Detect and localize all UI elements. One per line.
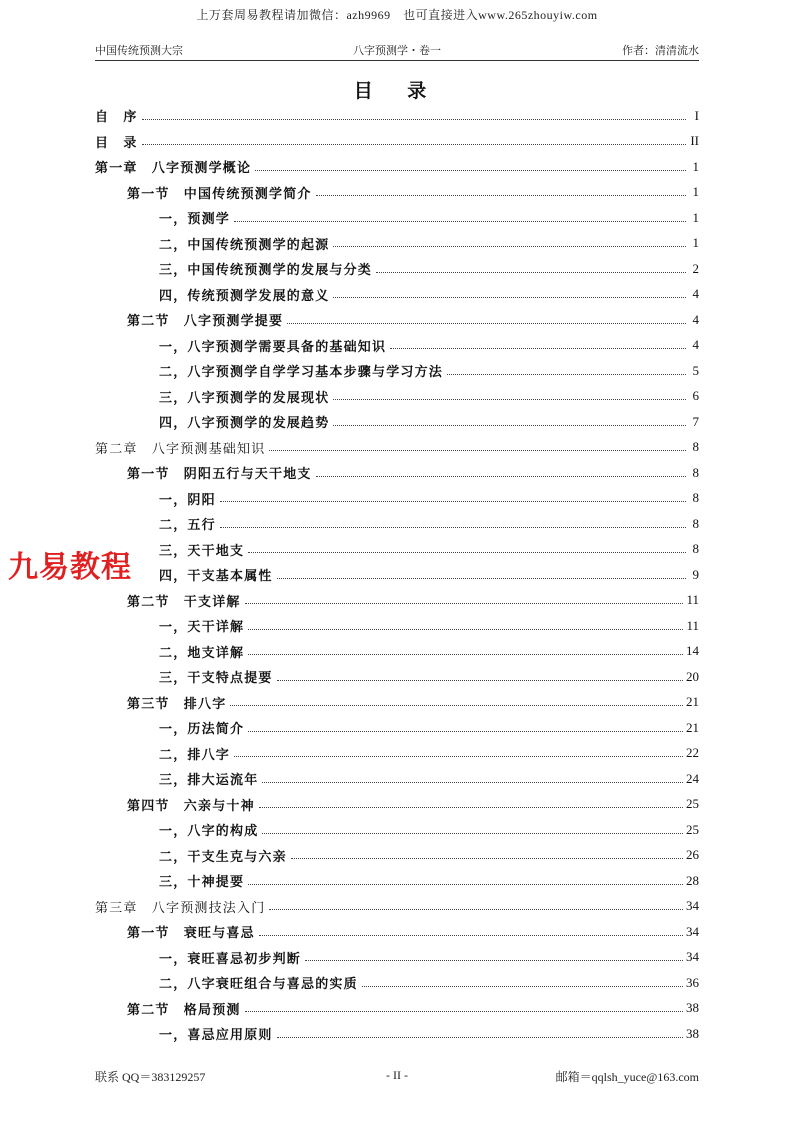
toc-entry[interactable]: [95, 129, 699, 155]
toc-entry[interactable]: [95, 358, 699, 384]
toc-entry[interactable]: [95, 307, 699, 333]
toc-entry-page: 21: [686, 719, 699, 735]
toc-entry-page: I: [694, 107, 699, 123]
toc-entry-page: 6: [692, 388, 699, 404]
toc-entry-title: 三，十神提要: [159, 875, 245, 891]
toc-entry[interactable]: [95, 154, 699, 180]
toc-entry-page: 25: [686, 821, 699, 837]
toc-entry-page: II: [690, 133, 699, 149]
toc-entry[interactable]: [95, 103, 699, 129]
toc-entry-page: 28: [686, 872, 699, 888]
toc-entry[interactable]: [95, 817, 699, 843]
toc-entry-page: 14: [686, 643, 699, 659]
dot-leader: [245, 1010, 683, 1012]
toc-entry[interactable]: [95, 486, 699, 512]
toc-entry-page: 4: [692, 286, 699, 302]
toc-entry-page: 20: [686, 668, 699, 684]
page-header: [95, 42, 699, 61]
toc-entry-title: 一，阴阳: [159, 492, 216, 508]
toc-entry-page: 1: [692, 184, 699, 200]
toc-entry-title: 第一节 衰旺与喜忌: [127, 926, 255, 942]
toc-entry-title: 第二节 八字预测学提要: [127, 314, 284, 330]
toc-entry[interactable]: [95, 639, 699, 665]
toc-entry-page: 8: [692, 490, 699, 506]
dot-leader: [277, 1036, 683, 1038]
dot-leader: [390, 347, 686, 349]
toc-entry[interactable]: [95, 409, 699, 435]
dot-leader: [248, 653, 683, 655]
dot-leader: [220, 500, 686, 502]
toc-entry-title: 第二节 干支详解: [127, 594, 241, 610]
top-banner: 上万套周易教程请加微信：azh9969 也可直接进入www.265zhouyiw.com: [196, 8, 598, 22]
toc-entry[interactable]: [95, 792, 699, 818]
toc-entry[interactable]: [95, 919, 699, 945]
toc-entry-page: 36: [686, 974, 699, 990]
dot-leader: [333, 424, 686, 426]
dot-leader: [248, 730, 683, 732]
toc-entry[interactable]: [95, 970, 699, 996]
toc-entry-page: 11: [686, 592, 699, 608]
toc-entry[interactable]: [95, 333, 699, 359]
toc-entry-title: 二，八字预测学自学学习基本步骤与学习方法: [159, 365, 444, 381]
dot-leader: [248, 551, 686, 553]
dot-leader: [248, 628, 683, 630]
toc-entry-title: 一，八字预测学需要具备的基础知识: [159, 339, 387, 355]
toc-entry-title: 三，排大运流年: [159, 773, 259, 789]
dot-leader: [234, 755, 683, 757]
toc-entry[interactable]: [95, 180, 699, 206]
toc-entry-page: 5: [692, 362, 699, 378]
toc-entry-page: 1: [692, 209, 699, 225]
dot-leader: [245, 602, 684, 604]
toc-entry-title: 四，干支基本属性: [159, 569, 273, 585]
toc-entry-page: 24: [686, 770, 699, 786]
toc-entry-title: 三，天干地支: [159, 543, 245, 559]
toc-entry-title: 第四节 六亲与十神: [127, 798, 255, 814]
dot-leader: [291, 857, 683, 859]
page-footer: [95, 1068, 699, 1084]
toc-entry-page: 8: [692, 464, 699, 480]
toc-entry[interactable]: [95, 460, 699, 486]
dot-leader: [333, 398, 686, 400]
toc-entry-page: 1: [692, 235, 699, 251]
dot-leader: [277, 577, 686, 579]
toc-entry[interactable]: [95, 664, 699, 690]
toc-entry-page: 21: [686, 694, 699, 710]
toc-entry-title: 二，干支生克与六亲: [159, 849, 287, 865]
toc-entry[interactable]: [95, 256, 699, 282]
header-right: 作者：清清流水: [622, 44, 699, 57]
toc-entry-page: 4: [692, 311, 699, 327]
toc-entry-title: 目 录: [95, 135, 138, 151]
dot-leader: [277, 679, 683, 681]
toc-entry-page: 7: [692, 413, 699, 429]
dot-leader: [316, 194, 686, 196]
toc-entry-title: 一，历法简介: [159, 722, 245, 738]
toc-entry-title: 第三章 八字预测技法入门: [95, 900, 266, 916]
toc-entry[interactable]: [95, 741, 699, 767]
toc-entry[interactable]: [95, 868, 699, 894]
toc-entry[interactable]: [95, 231, 699, 257]
toc-entry-title: 四，传统预测学发展的意义: [159, 288, 330, 304]
toc-entry[interactable]: [95, 384, 699, 410]
toc-entry-title: 二，五行: [159, 518, 216, 534]
toc-entry[interactable]: [95, 690, 699, 716]
toc-entry-title: 四，八字预测学的发展趋势: [159, 416, 330, 432]
toc-entry-title: 第二节 格局预测: [127, 1002, 241, 1018]
dot-leader: [447, 373, 686, 375]
toc-entry-page: 38: [686, 1025, 699, 1041]
toc-entry-title: 第二章 八字预测基础知识: [95, 441, 266, 457]
toc-entry-title: 三，八字预测学的发展现状: [159, 390, 330, 406]
toc-entry[interactable]: [95, 1021, 699, 1047]
toc-entry-page: 34: [686, 949, 699, 965]
toc-entry-page: 38: [686, 1000, 699, 1016]
dot-leader: [259, 806, 683, 808]
toc-entry-title: 二，中国传统预测学的起源: [159, 237, 330, 253]
toc-entry[interactable]: [95, 435, 699, 461]
dot-leader: [142, 118, 686, 120]
toc-entry-title: 第一节 中国传统预测学简介: [127, 186, 312, 202]
dot-leader: [142, 143, 686, 145]
dot-leader: [333, 296, 686, 298]
toc-entry[interactable]: [95, 511, 699, 537]
header-center: 八字预测学・卷一: [353, 44, 441, 57]
toc-entry[interactable]: [95, 205, 699, 231]
toc-entry-page: 2: [692, 260, 699, 276]
dot-leader: [259, 934, 683, 936]
toc-entry-page: 25: [686, 796, 699, 812]
toc-entry-page: 11: [686, 617, 699, 633]
toc-entry-title: 二，排八字: [159, 747, 231, 763]
toc-entry-title: 三，干支特点提要: [159, 671, 273, 687]
toc-entry-title: 一，预测学: [159, 212, 231, 228]
dot-leader: [262, 781, 683, 783]
dot-leader: [230, 704, 683, 706]
dot-leader: [362, 985, 683, 987]
toc-entry-page: 22: [686, 745, 699, 761]
toc-entry-title: 第一章 八字预测学概论: [95, 161, 252, 177]
dot-leader: [255, 169, 686, 171]
toc-entry-title: 第一节 阴阳五行与天干地支: [127, 467, 312, 483]
toc-entry-page: 8: [692, 541, 699, 557]
toc-entry-page: 26: [686, 847, 699, 863]
footer-contact: 联系 QQ＝383129257: [95, 1070, 206, 1084]
toc-entry[interactable]: [95, 715, 699, 741]
page-title: 目 录: [353, 80, 441, 102]
dot-leader: [287, 322, 686, 324]
toc-entry-title: 第三节 排八字: [127, 696, 227, 712]
dot-leader: [376, 271, 686, 273]
toc-entry-page: 1: [692, 158, 699, 174]
toc-entry-page: 9: [692, 566, 699, 582]
toc-entry-page: 8: [692, 515, 699, 531]
dot-leader: [248, 883, 683, 885]
toc-entry-page: 34: [686, 898, 699, 914]
dot-leader: [220, 526, 686, 528]
toc-entry-title: 二，八字衰旺组合与喜忌的实质: [159, 977, 358, 993]
dot-leader: [269, 449, 686, 451]
dot-leader: [262, 832, 683, 834]
toc-entry[interactable]: [95, 613, 699, 639]
toc-entry-title: 二，地支详解: [159, 645, 245, 661]
toc-entry[interactable]: [95, 894, 699, 920]
dot-leader: [316, 475, 686, 477]
toc-entry-title: 一，八字的构成: [159, 824, 259, 840]
header-left: 中国传统预测大宗: [95, 44, 183, 57]
toc-entry-title: 自 序: [95, 110, 138, 126]
toc-entry[interactable]: [95, 996, 699, 1022]
toc-entry[interactable]: [95, 282, 699, 308]
dot-leader: [234, 220, 686, 222]
toc-entry[interactable]: [95, 562, 699, 588]
dot-leader: [333, 245, 686, 247]
table-of-contents: [95, 103, 699, 1047]
toc-entry-title: 三，中国传统预测学的发展与分类: [159, 263, 373, 279]
toc-entry-page: 8: [692, 439, 699, 455]
toc-entry-title: 一，天干详解: [159, 620, 245, 636]
toc-entry-title: 一，喜忌应用原则: [159, 1028, 273, 1044]
toc-entry-title: 一，衰旺喜忌初步判断: [159, 951, 302, 967]
toc-entry-page: 34: [686, 923, 699, 939]
dot-leader: [269, 908, 683, 910]
watermark: 九易教程: [8, 550, 132, 585]
toc-entry[interactable]: [95, 588, 699, 614]
toc-entry[interactable]: [95, 843, 699, 869]
toc-entry-page: 4: [692, 337, 699, 353]
dot-leader: [305, 959, 683, 961]
toc-entry[interactable]: [95, 766, 699, 792]
toc-entry[interactable]: [95, 537, 699, 563]
toc-entry[interactable]: [95, 945, 699, 971]
footer-email: 邮箱＝qqlsh_yuce@163.com: [555, 1070, 699, 1084]
page-number: - II -: [386, 1068, 408, 1082]
